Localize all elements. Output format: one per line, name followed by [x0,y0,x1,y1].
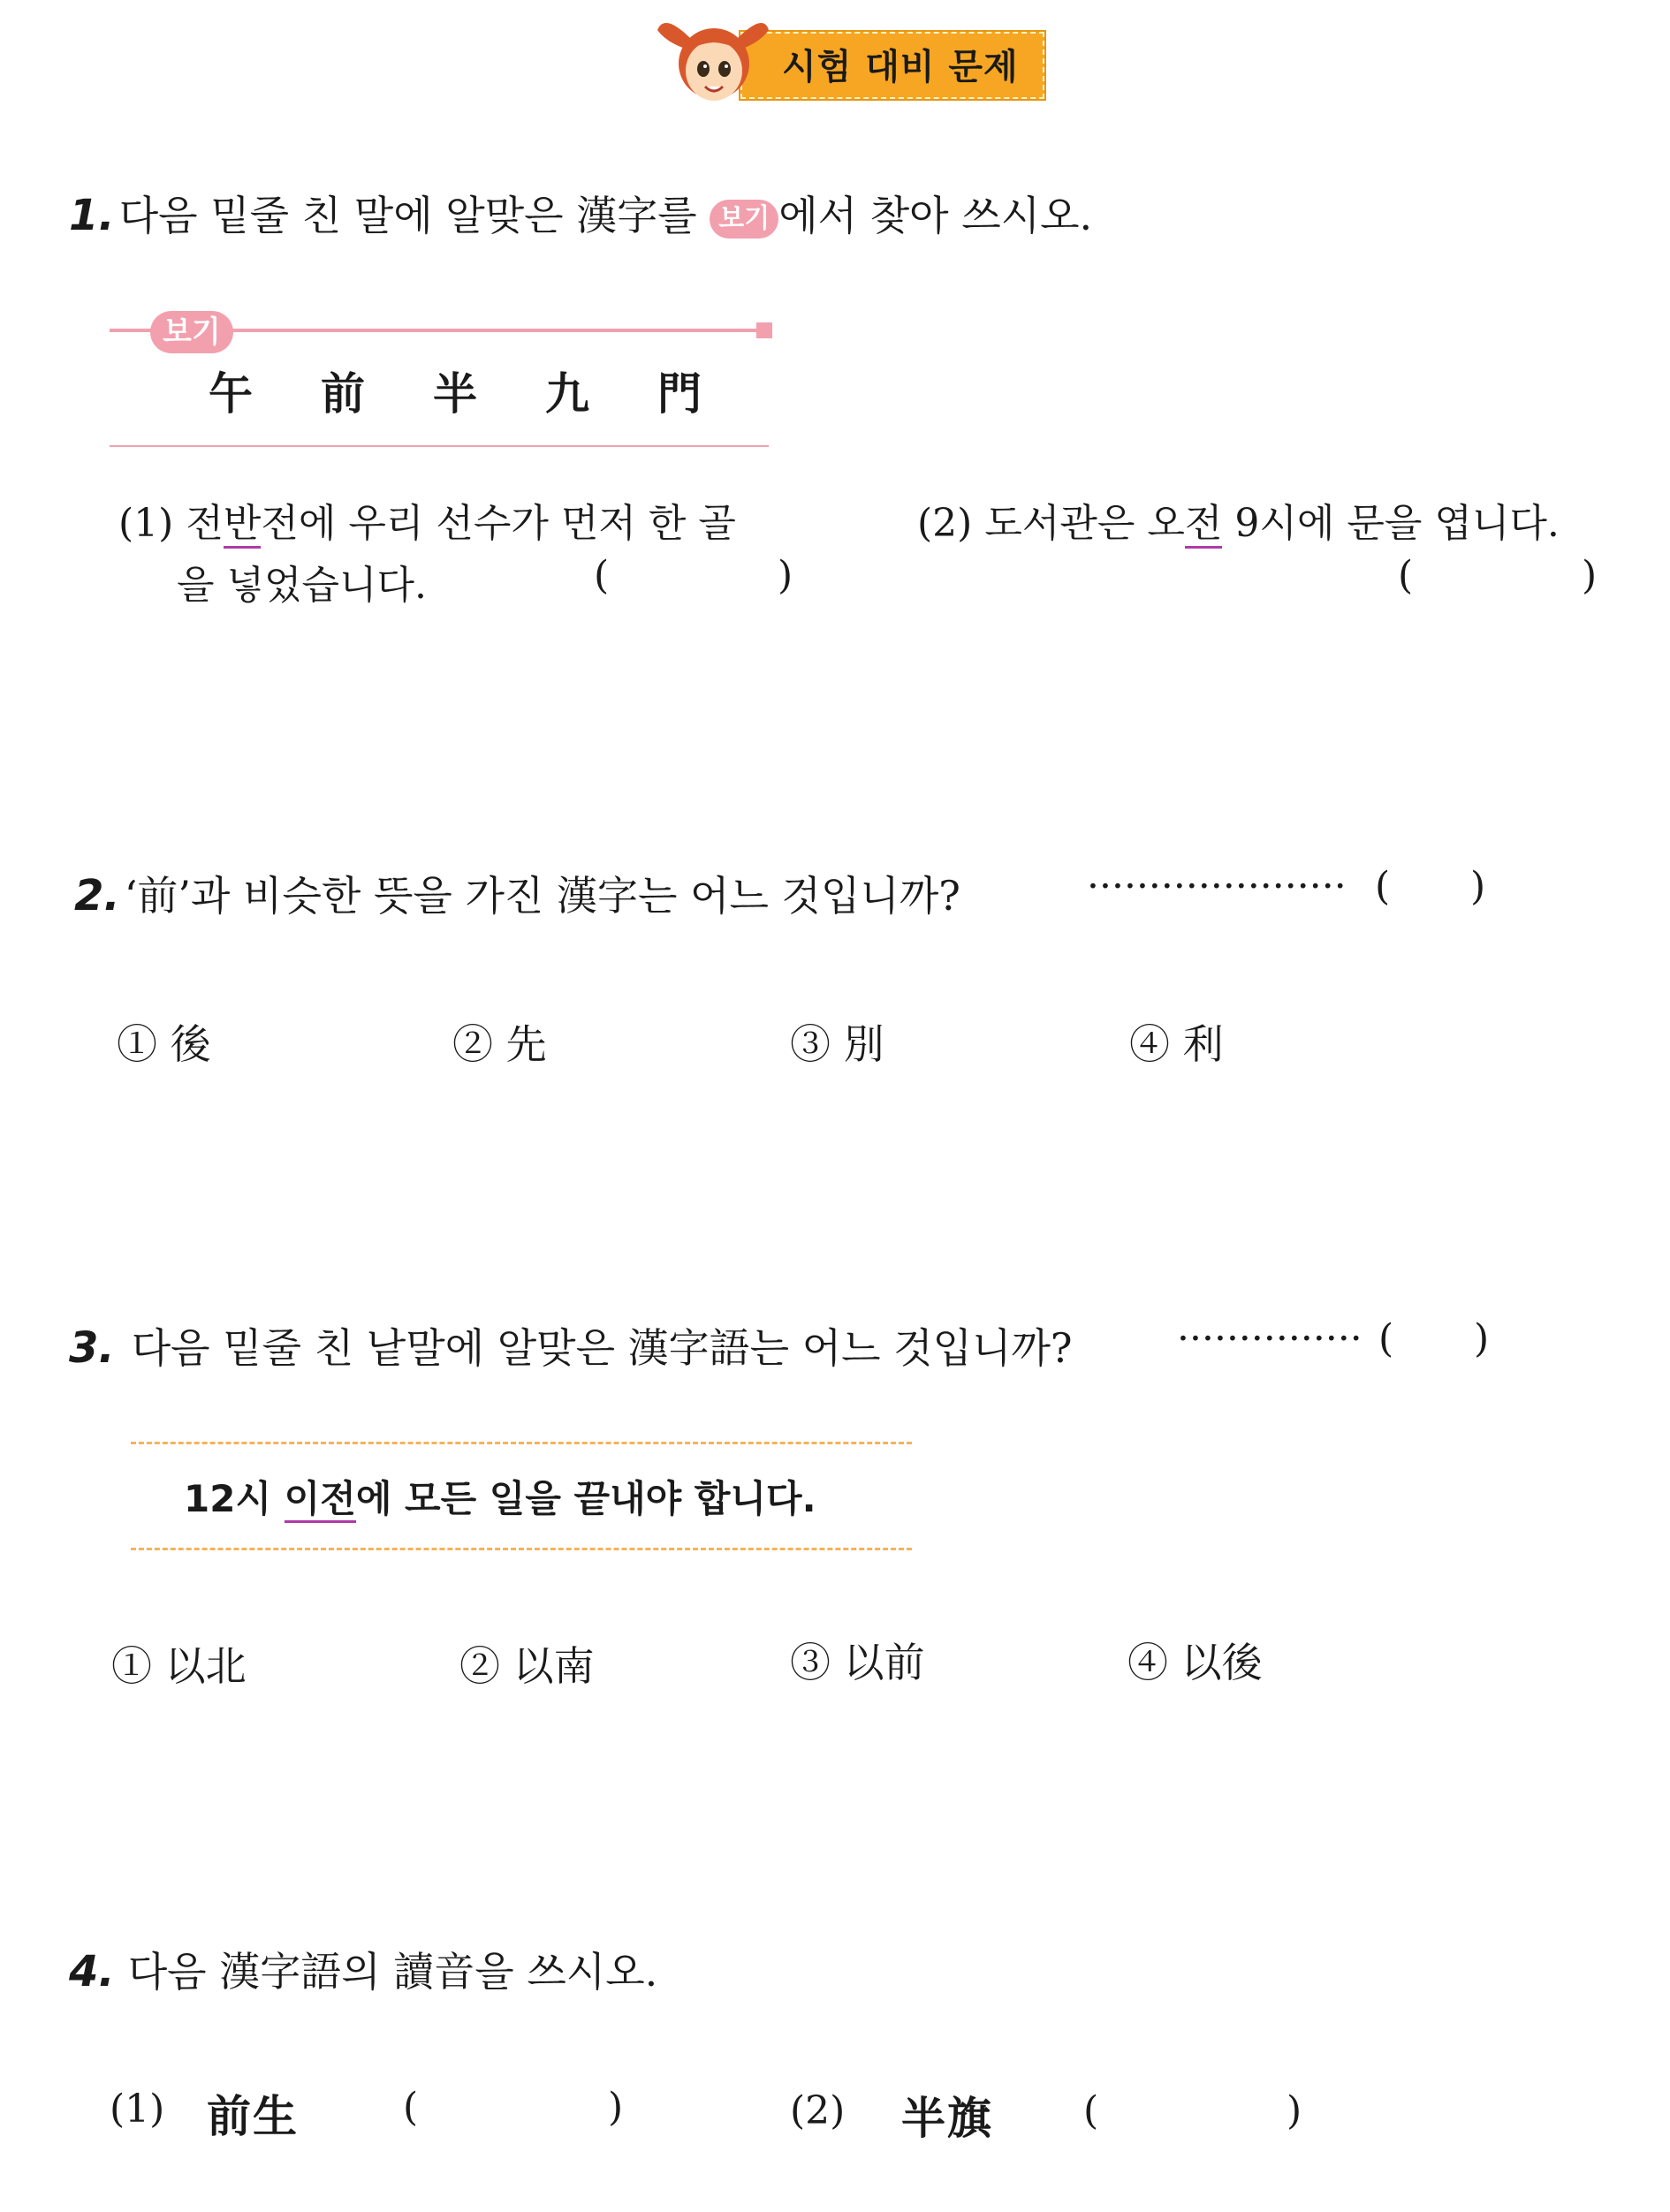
answer-close-paren: ) [1474,1316,1490,1361]
bogi-char: 半 [433,367,479,420]
q4-item-2-word: 半旗 [901,2092,993,2144]
question-number: 2. [74,871,120,920]
question-text: ‘前’과 비슷한 뜻을 가진 漢字는 어느 것입니까? [124,872,960,920]
example-sentence: 12시 이전에 모든 일을 끝내야 합니다. [184,1470,816,1523]
header-title: 시험 대비 문제 [782,47,1019,87]
bogi-char: 九 [545,367,591,420]
option-4: ④ 以後 [1127,1639,1263,1686]
answer-close-paren: ) [1287,2088,1302,2133]
answer-open-paren: ( [1378,1316,1394,1361]
girl-mascot-icon [656,4,770,106]
question-number: 3. [69,1323,115,1373]
bogi-label: 보기 [150,311,233,353]
answer-close-paren: ) [608,2085,624,2130]
answer-dots: ····················· [1087,864,1347,909]
q1-item-2: (2) 도서관은 오전 9시에 문을 엽니다. [917,491,1560,548]
question-number: 1. [69,191,115,240]
option-3: ③ 別 [790,1020,884,1068]
underlined-word: 반 [224,501,262,549]
answer-open-paren: ( [594,553,610,598]
bogi-char: 門 [657,367,703,420]
question-2 [74,864,960,922]
bogi-char: 前 [321,367,367,420]
answer-open-paren: ( [1375,864,1391,909]
answer-open-paren: ( [403,2085,419,2130]
bogi-chars [209,359,703,422]
question-3 [69,1316,1073,1375]
answer-open-paren: ( [1083,2088,1099,2133]
answer-close-paren: ) [1470,864,1486,909]
underlined-word: 이전 [285,1477,356,1523]
q4-item-1-word: 前生 [207,2090,299,2142]
bogi-pill: 보기 [710,200,778,239]
question-1 [69,184,1092,242]
option-4: ④ 利 [1129,1020,1224,1068]
option-2: ② 先 [452,1020,547,1068]
sentence-box-bottom [131,1548,912,1550]
q1-item-1-line1: (1) 전반전에 우리 선수가 먼저 한 골 [118,491,736,548]
question-text: 다음 밑줄 친 말에 알맞은 漢字를 보기 에서 찾아 쓰시오. [118,192,1093,239]
q4-item-1-number: (1) [110,2087,165,2132]
q1-item-1-line2: 을 넣었습니다. [177,563,427,608]
answer-dots: ··············· [1177,1316,1363,1361]
bogi-bottom-line [110,445,769,447]
option-2: ② 以南 [459,1642,595,1690]
q4-item-2-number: (2) [790,2088,846,2133]
underlined-word: 전 [1185,501,1223,549]
answer-open-paren: ( [1398,553,1414,598]
question-4 [69,1940,657,1998]
answer-close-paren: ) [1582,553,1598,598]
question-text: 다음 밑줄 친 낱말에 알맞은 漢字語는 어느 것입니까? [131,1324,1073,1372]
option-1: ① 後 [117,1020,211,1068]
option-1: ① 以北 [111,1642,247,1690]
question-text: 다음 漢字語의 讀音을 쓰시오. [127,1948,658,1996]
sentence-box-top [131,1442,912,1444]
question-number: 4. [69,1947,115,1996]
bogi-line-end [756,322,772,338]
option-3: ③ 以前 [790,1639,925,1686]
answer-close-paren: ) [778,553,793,598]
bogi-char: 午 [209,367,254,420]
